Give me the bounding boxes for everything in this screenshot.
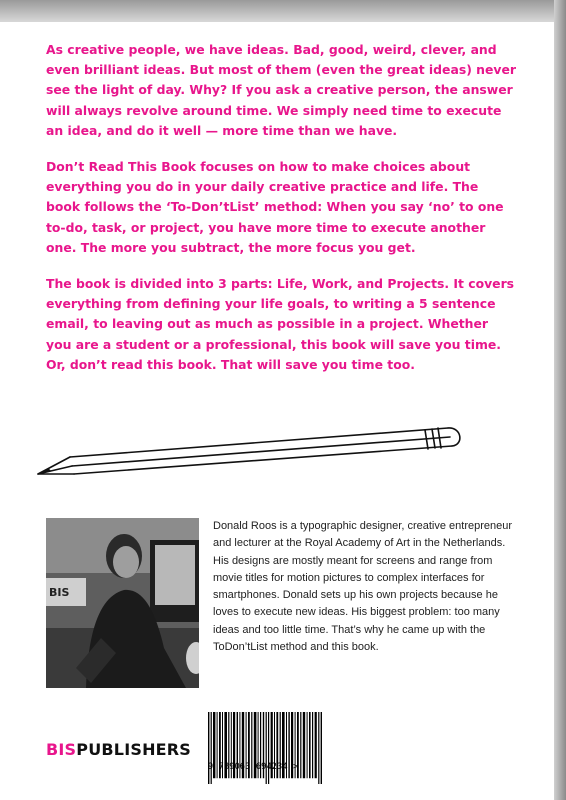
- publisher-logo: [46, 740, 191, 759]
- author-photo: [46, 518, 199, 688]
- blurb-paragraph-1: As creative people, we have ideas. Bad, good, weird, clever, and even brilliant ideas. But most of them (even the great ideas) never see the light of day. Why? If you ask a creative person, the answer will always revolve around time. We simply need time to execute an idea, and do it well — more time than we have.: [46, 42, 516, 138]
- isbn-barcode: [208, 712, 328, 784]
- pencil-icon: [30, 418, 470, 488]
- isbn-number: 9 789063 694234 >: [208, 762, 299, 772]
- back-cover-blurb: [46, 40, 516, 391]
- publisher-logo-prefix: BIS: [46, 740, 77, 759]
- blurb-paragraph-2: Don’t Read This Book focuses on how to make choices about everything you do in your daily creative practice and life. The book follows the ‘To-Don’tList’ method: When you say ‘no’ to one to-do, task, or project, you have more time to execute another one. The more you subtract, the more focus you get.: [46, 159, 504, 255]
- author-bio: Donald Roos is a typographic designer, creative entrepreneur and lecturer at the Royal Academy of Art in the Netherlands. His designs are mostly meant for screens and range from movie titles for motion pictures to complex interfaces for smartphones. Donald sets up his own projects because he loves to execute new ideas. His biggest problem: too many ideas and too little time. That’s why he came up with the ToDon’tList method and this book.: [213, 520, 513, 654]
- publisher-logo-name: PUBLISHERS: [76, 740, 192, 759]
- blurb-paragraph-3: The book is divided into 3 parts: Life, Work, and Projects. It covers everything from defining your life goals, to writing a 5 sentence email, to leaving out as much as possible in a project. Whether you are a student or a professional, this book will save you time. Or, don’t read this book. That will save you time too.: [46, 276, 515, 372]
- svg-text:BIS: BIS: [49, 586, 70, 599]
- cover-frame-top: [0, 0, 566, 22]
- cover-frame-right: [554, 0, 566, 800]
